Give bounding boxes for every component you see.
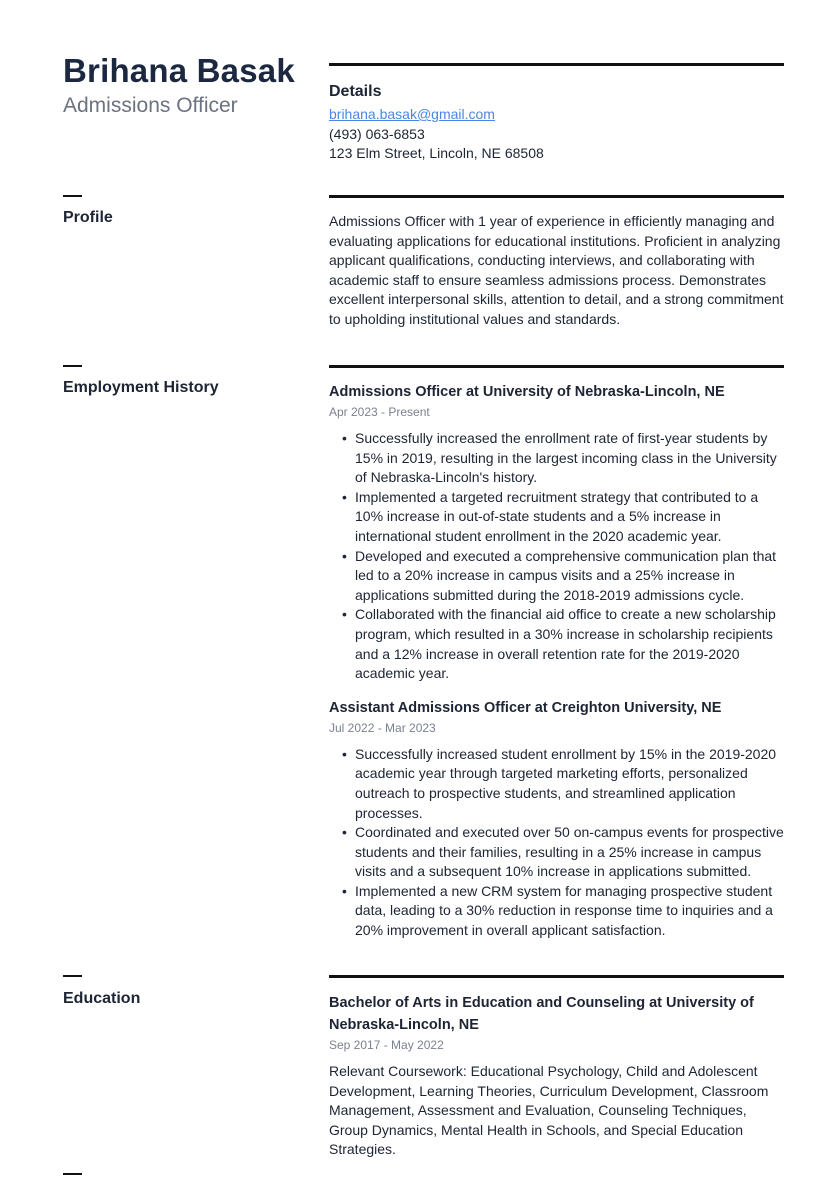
candidate-job-title: Admissions Officer [63, 94, 238, 117]
employment-dash [63, 365, 82, 367]
employment-heading: Employment History [63, 379, 219, 396]
job-dates: Apr 2023 - Present [329, 405, 430, 419]
employment-divider [329, 365, 784, 368]
job-bullets [329, 429, 785, 684]
education-heading: Education [63, 990, 141, 1007]
job-bullet: • Successfully increased the enrollment rate of first-year students by 15% in 2019, resulting in the largest incoming class in the University of Nebraska-Lincoln's history. [355, 429, 785, 488]
job-dates: Jul 2022 - Mar 2023 [329, 720, 436, 735]
coursework-text: Relevant Coursework: Educational Psychology, Child and Adolescent Development, Learning Theories, Curriculum Development, Classroom Management, Assessment and Evaluation, Counseling Techniques, Group Dynamics, Mental Health in Schools, and Special Education Strategies. [329, 1063, 769, 1158]
details-divider [329, 63, 784, 66]
education-section [329, 992, 785, 1160]
job-bullet: • Collaborated with the financial aid office to create a new scholarship program, which resulted in a 30% increase in scholarship recipients and a 12% increase in overall retention rate for the 2019-2020 academic year. [355, 605, 785, 683]
job-bullet: • Implemented a targeted recruitment strategy that contributed to a 10% increase in out-of-state students and a 5% increase in international student enrollment in the 2020 academic year. [355, 488, 785, 547]
profile-text: Admissions Officer with 1 year of experience in efficiently managing and evaluating applications for educational institutions. Proficient in analyzing applicant qualifications, conducting interviews, and collaborating with academic staff to ensure seamless admissions process. Demonstrates excellent interpersonal skills, attention to detail, and a strong commitment to upholding institutional values and standards. [329, 213, 784, 327]
profile-heading: Profile [63, 209, 113, 226]
email-link[interactable]: brihana.basak@gmail.com [329, 106, 495, 122]
employment-section [329, 381, 785, 941]
job-entry [329, 697, 785, 941]
profile-dash [63, 195, 82, 197]
details-section [329, 81, 785, 164]
job-bullet: • Developed and executed a comprehensive communication plan that led to a 20% increase in campus visits and a 25% increase in applications submitted during the 2018-2019 admissions cycle. [355, 547, 785, 606]
details-heading: Details [329, 83, 382, 100]
phone-number: (493) 063-6853 [329, 125, 425, 142]
job-title: Assistant Admissions Officer at Creighton University, NE [329, 699, 722, 716]
degree-title: Bachelor of Arts in Education and Counseling at University of Nebraska-Lincoln, NE [329, 995, 754, 1033]
job-bullets [329, 745, 785, 941]
candidate-name: Brihana Basak [63, 52, 295, 89]
address: 123 Elm Street, Lincoln, NE 68508 [329, 145, 544, 162]
profile-section [329, 212, 785, 330]
next-section-dash [63, 1173, 82, 1175]
job-bullet: • Successfully increased student enrollment by 15% in the 2019-2020 academic year through targeted marketing efforts, personalized outreach to prospective students, and streamlined application processes. [355, 745, 785, 823]
job-entry [329, 381, 785, 684]
profile-divider [329, 195, 784, 198]
education-divider [329, 975, 784, 978]
job-bullet: • Implemented a new CRM system for managing prospective student data, leading to a 30% reduction in response time to inquiries and a 20% improvement in overall applicant satisfaction. [355, 882, 785, 941]
education-dates: Sep 2017 - May 2022 [329, 1038, 444, 1052]
education-dash [63, 975, 82, 977]
job-bullet: • Coordinated and executed over 50 on-campus events for prospective students and their families, resulting in a 25% increase in campus visits and a subsequent 10% increase in applications submitted. [355, 823, 785, 882]
job-title: Admissions Officer at University of Nebraska-Lincoln, NE [329, 384, 725, 400]
